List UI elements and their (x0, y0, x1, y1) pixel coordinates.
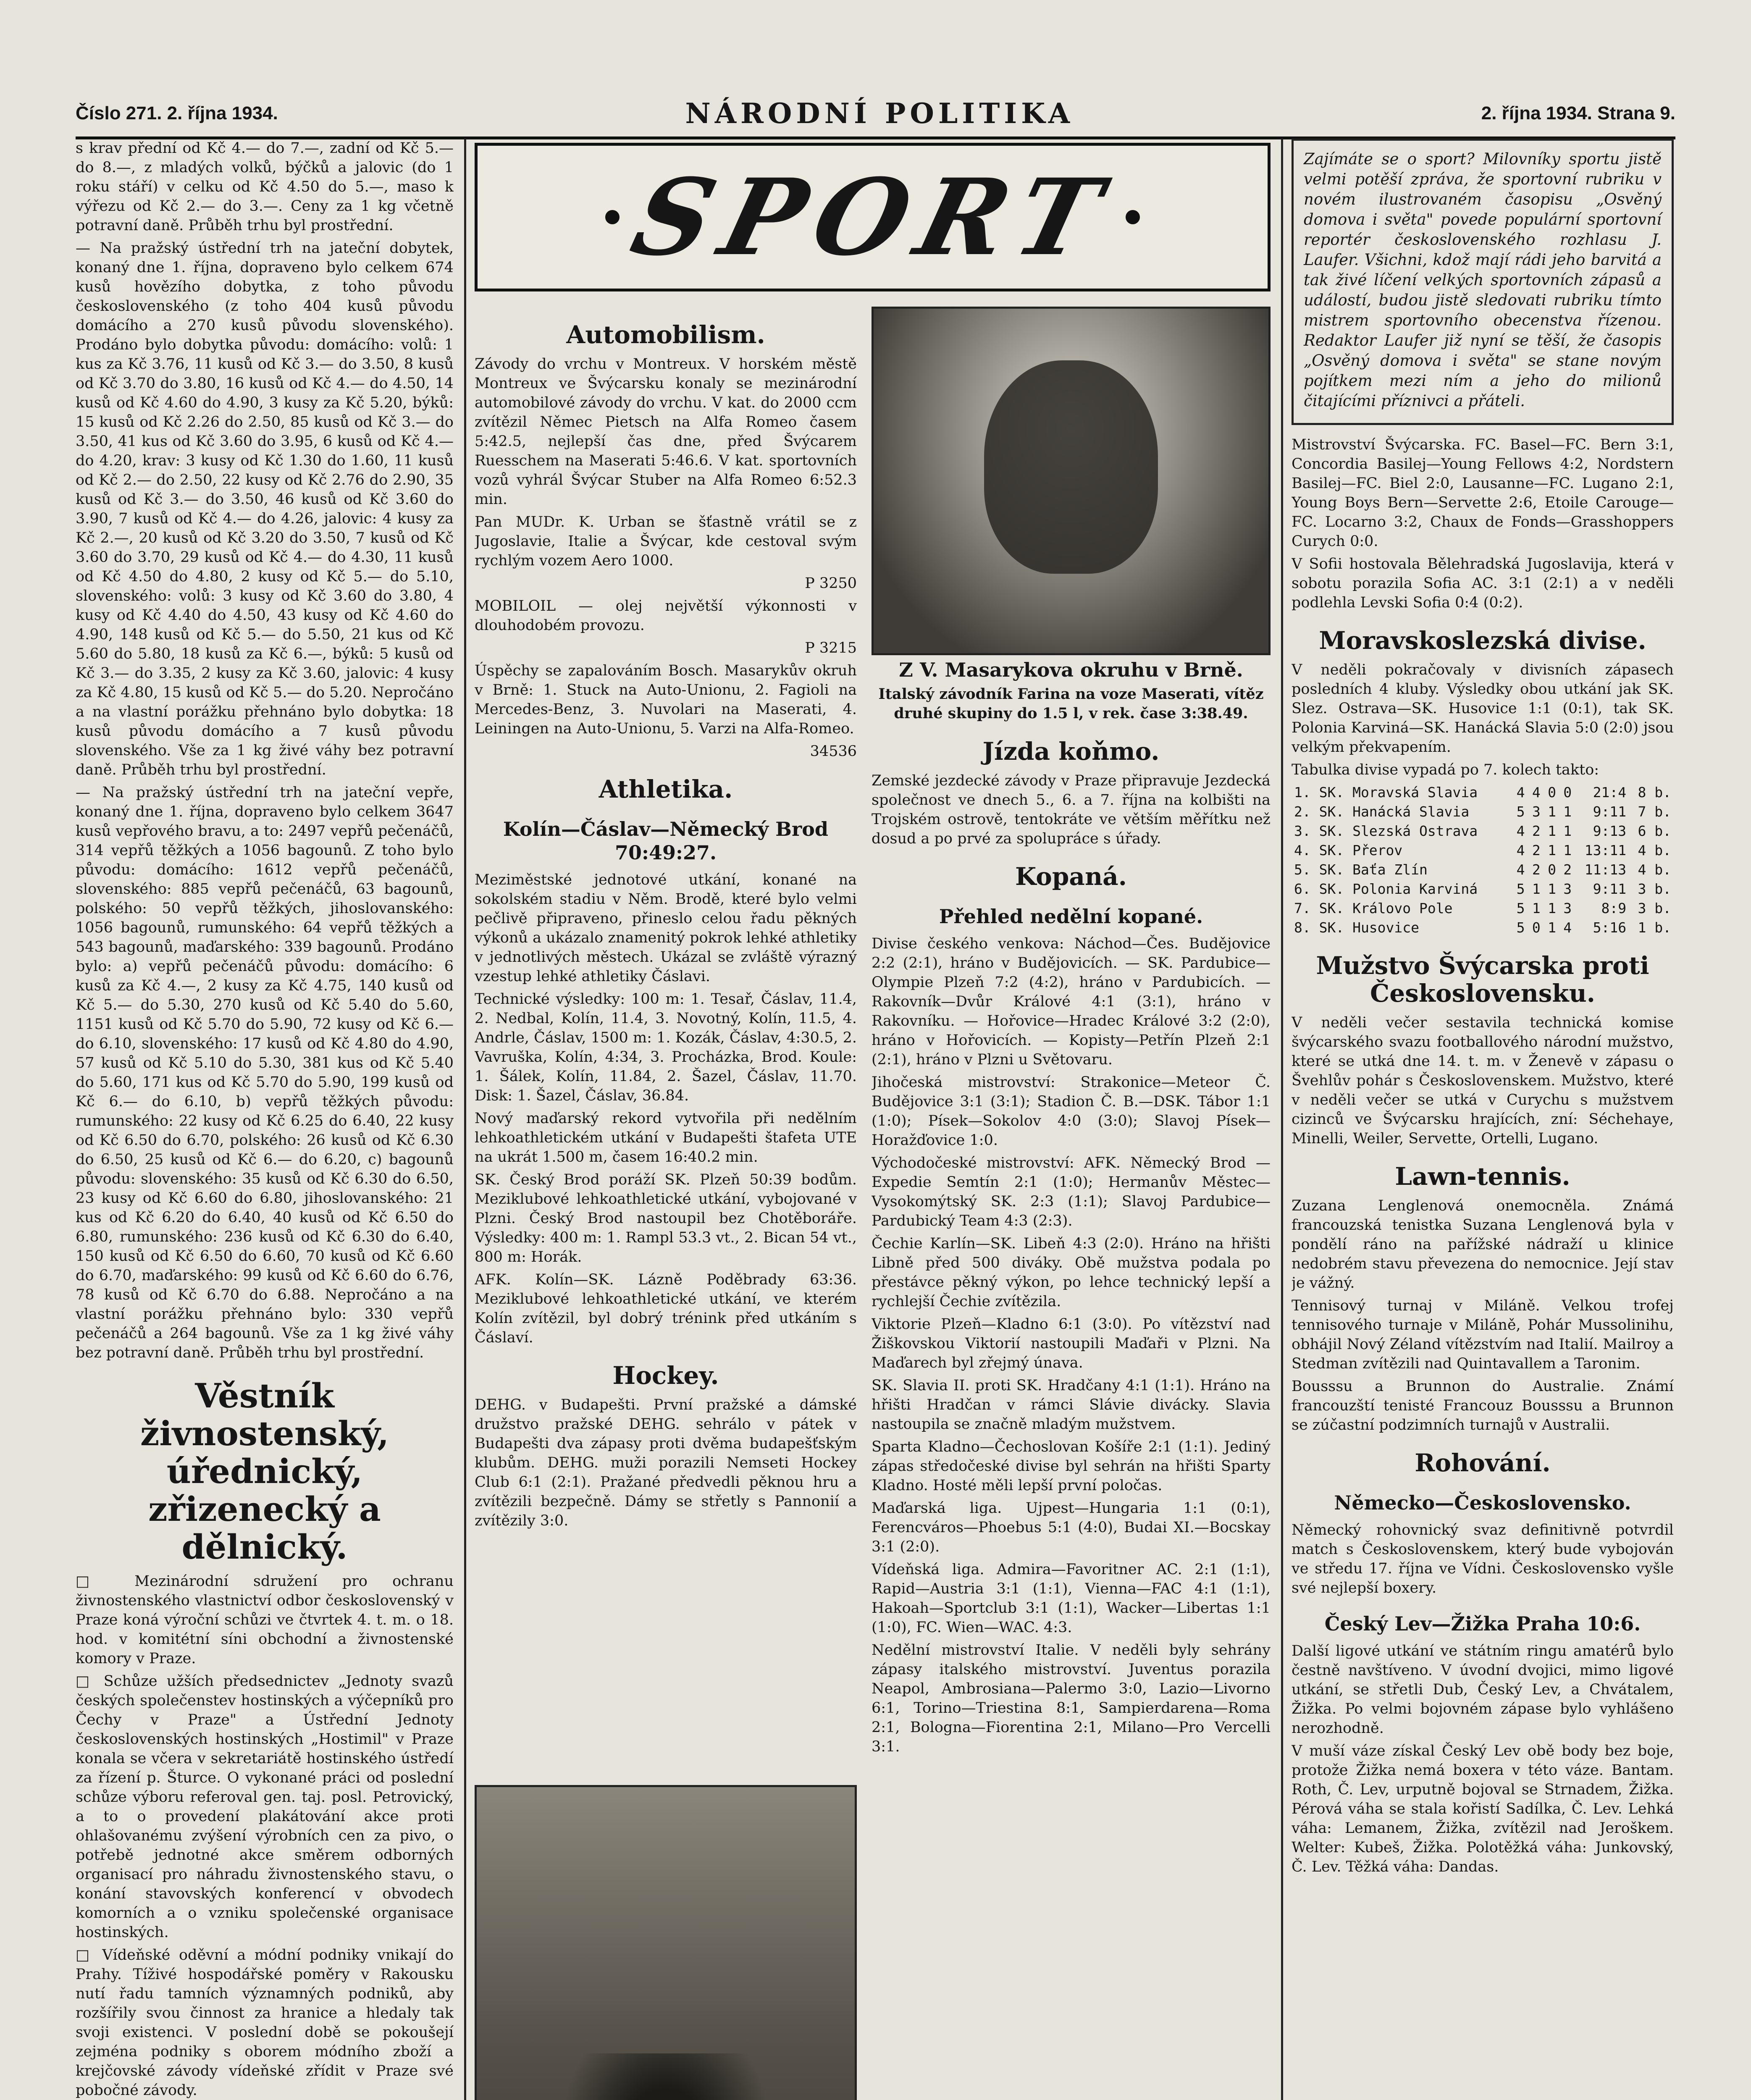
sport-title: SPORT (620, 155, 1125, 279)
photo-caption: Z V. Masarykova okruhu v Brně. (899, 659, 1243, 681)
article-text: □ Mezinárodní sdružení pro ochranu živnostenského vlastnictví odbor československý v Praze koná výroční schůzi ve čtvrtek 4. t. m. o 18. hod. v komitétní síni obchodní a živnostenské komory v Praze. (76, 1573, 454, 1667)
table-cell: 1 (1532, 900, 1541, 916)
table-cell: 4 (1516, 861, 1525, 878)
team-name: 4. SK. Přerov (1294, 842, 1403, 858)
article-text: V neděli pokračovaly v divisních zápasech posledních 4 kluby. Výsledky obou utkání jak SK. Slez. Ostrava—SK. Husovice 1:1 (0:1), tak SK. Polonia Karviná—SK. Hanácká Slavia 5:0 (2:0) jsou velkým překvapením. (1292, 662, 1674, 756)
table-cell: 7 b. (1638, 803, 1671, 820)
table-cell: 1 (1548, 803, 1556, 820)
article-text: Východočeské mistrovství: AFK. Německý Brod —Expedie Semtín 2:1 (1:0); Hermanův Městec—Vysokomýtský SK. 2:3 (1:1); Slavoj Pardubice—Pardubický Team 4:3 (2:3). (872, 1155, 1271, 1229)
table-cell: 0 (1548, 861, 1556, 878)
section-heading: Athletika. (599, 775, 733, 803)
table-cell: 1 (1548, 842, 1556, 858)
table-cell: 5 (1516, 919, 1525, 936)
table-cell: 3 (1532, 803, 1541, 820)
league-table (1292, 783, 1674, 937)
table-cell: 4 (1516, 823, 1525, 839)
table-cell: 1 (1548, 823, 1556, 839)
table-cell: 5 (1516, 803, 1525, 820)
table-cell: 9:11 (1593, 881, 1627, 897)
article-text: Divise českého venkova: Náchod—Čes. Budějovice 2:2 (2:1), hráno v Budějovicích. — SK. Pardubice—Olympie Plzeň 7:2 (4:2), hráno v Pardubicích. — Rakovník—Dvůr Králové 4:1 (3:1), hráno v Rakovníku. — Hořovice—Hradec Králové 3:2 (2:0), hráno v Hořovicích. — Kopisty—Petřín Plzeň 2:1 (2:1), hráno v Plzni u Světovaru. (872, 935, 1271, 1068)
article-text: Sparta Kladno—Čechoslovan Košíře 2:1 (1:1). Jediný zápas středočeské divise byl sehrán na hřišti Sparty Kladno. Hosté měli lepší první poločas. (872, 1438, 1271, 1494)
ad-code: P 3250 (805, 575, 857, 592)
article-text: Maďarská liga. Ujpest—Hungaria 1:1 (0:1), Ferencváros—Phoebus 5:1 (4:0), Budai XI.—Bocskay 3:1 (2:0). (872, 1500, 1271, 1555)
article-text: — Na pražský ústřední trh na jateční vepře, konaný dne 1. října, dopraveno bylo celkem 3647 kusů vepřového bravu, a to: 2497 vepřů pečenáčů, 314 vepřů těžkých a 1056 bagounů. Z toho bylo původu: domácího: 1612 vepřů pečenáčů, slovenského: 885 vepřů pečenáčů, 63 bagounů, polského: 50 vepřů těžkých, jihoslovanského: 1056 bagounů, rumunského: 64 vepřů těžkých a 543 bagounů, maďarského: 339 bagounů. Prodáno bylo: a) vepřů pečenáčů původu: domácího: 6 kusů za Kč 4.—, 2 kusy za Kč 4.75, 140 kusů od Kč 5.— do 5.30, 270 kusů od Kč 5.40 do 5.60, 1151 kusů od Kč 5.70 do 5.90, 72 kusy od Kč 6.— do 6.10, slovenského: 17 kusů od Kč 4.80 do 4.90, 57 kusů od Kč 5.10 do 5.30, 381 kus od Kč 5.40 do 5.60, 171 kus od Kč 5.70 do 5.90, 199 kusů od Kč 6.— do 6.10, b) vepřů těžkých původu: rumunského: 22 kusy od Kč 6.25 do 6.40, 22 kusy od Kč 6.50 do 6.70, polského: 26 kusů od Kč 6.30 do 6.50, 25 kusů od Kč 6.— do 6.20, c) bagounů původu: slovenského: 35 kusů od Kč 6.30 do 6.50, 23 kusy od Kč 6.60 do 6.80, jihoslovanského: 21 kus od Kč 6.20 do 6.40, 40 kusů od Kč 6.50 do 6.80, rumunského: 236 kusů od Kč 6.30 do 6.40, 150 kusů od Kč 6.50 do 6.60, 70 kusů od Kč 6.60 do 6.70, maďarského: 99 kusů od Kč 6.60 do 6.76, 78 kusů od Kč 6.70 do 6.88. Nepročáno a na vlastní porážku přehnáno bylo: 330 vepřů pečenáčů a 264 bagounů. Vše za 1 kg živé váhy bez potravní daně. Průběh trhu byl prostřední. (76, 784, 454, 1361)
race-photo-block (475, 1785, 857, 2100)
issue-number: Číslo 271. 2. října 1934. (76, 103, 278, 123)
section-heading: Moravskoslezská divise. (1319, 626, 1646, 655)
table-row (1292, 822, 1674, 841)
article-text: — Na pražský ústřední trh na jateční dobytek, konaný dne 1. října, dopraveno bylo celkem 674 kusů hovězího dobytka, z toho původu československého (z toho 404 kusů původu domácího a 270 kusů původu slovenského). Prodáno bylo dobytka původu: domácího: volů: 1 kus za Kč 3.76, 11 kusů od Kč 3.— do 3.50, 8 kusů od Kč 3.70 do 3.80, 16 kusů od Kč 4.— do 4.50, 14 kusů od Kč 4.60 do 4.90, 3 kusy za Kč 5.20, býků: 15 kusů od Kč 2.26 do 2.50, 85 kusů od Kč 3.— do 3.50, 41 kus od Kč 3.60 do 3.95, 6 kusů od Kč 4.— do 4.20, krav: 3 kusy od Kč 1.30 do 1.60, 11 kusů od Kč 2.— do 2.50, 22 kusy od Kč 2.76 do 2.90, 35 kusů od Kč 3.— do 3.50, 46 kusů od Kč 3.60 do 3.90, 7 kusů od Kč 4.— do 4.26, jalovic: 4 kusy za Kč 2.—, 20 kusů od Kč 3.20 do 3.50, 7 kusů od Kč 3.60 do 3.70, 29 kusů od Kč 4.— do 4.30, 11 kusů od Kč 4.50 do 4.80, 2 kusy od Kč 5.— do 5.10, slovenského: volů: 3 kusy od Kč 3.60 do 3.80, 4 kusy od Kč 4.40 do 4.50, 43 kusy od Kč 4.60 do 4.90, 148 kusů od Kč 5.— do 5.50, 21 kus od Kč 5.60 do 5.80, 18 kusů za Kč 6.—, býků: 5 kusů od Kč 3.— do 3.35, 2 kusy za Kč 3.60, jalovic: 4 kusy za Kč 4.80, 15 kusů od Kč 5.— do 5.20. Nepročáno a na vlastní porážku přehnáno bylo dobytka: 18 kusů původu domácího a 7 kusů původu slovenského. Vše za 1 kg živé váhy bez potravní daně. Průběh trhu byl prostřední. (76, 240, 454, 778)
article-text: s krav přední od Kč 4.— do 7.—, zadní od Kč 5.— do 8.—, z mladých volků, býčků a jalovic (do 1 roku stáří) v celku od Kč 4.50 do 5.—, maso k výřezu od Kč 2.— do 3.—. Ceny za 1 kg včetně potravní daně. Průběh trhu byl prostřední. (76, 140, 454, 234)
ad-code: P 3215 (805, 640, 857, 656)
team-name: 6. SK. Polonia Karviná (1294, 881, 1478, 897)
table-cell: 9:11 (1593, 803, 1627, 820)
table-cell: 5 (1516, 900, 1525, 916)
article-text: SK. Český Brod poráží SK. Plzeň 50:39 bodům. Meziklubové lehkoathletické utkání, vybojované v Plzni. Český Brod nastoupil bez Chotěboráře. Výsledky: 400 m: 1. Rampl 53.3 vt., 2. Bican 54 vt., 800 m: Horák. (475, 1171, 857, 1265)
article-text: Nový maďarský rekord vytvořila při nedělním lehkoathletickém utkání v Budapešti štafeta UTE na ukrát 1.500 m, časem 16:40.2 min. (475, 1110, 857, 1166)
article-text: Čechie Karlín—SK. Libeň 4:3 (2:0). Hráno na hřišti Libně před 500 diváky. Obě mužstva podala po přestávce pěkný výkon, po lehce technický lepší a rychlejší Čechie zvítězila. (872, 1235, 1271, 1310)
table-cell: 4 b. (1638, 861, 1671, 878)
article-text: Německý rohovnický svaz definitivně potvrdil match s Československem, který bude vybojován ve středu 17. října ve Vídni. Československo vyšle své nejlepší boxery. (1292, 1522, 1674, 1596)
article-text: Zuzana Lenglenová onemocněla. Známá francouzská tenistka Suzana Lenglenová byla v pondělí ráno na pařížské nádraží u klinice nedobrém stavu převezena do nemocnice. Její stav je vážný. (1292, 1197, 1674, 1292)
table-cell: 1 b. (1638, 919, 1671, 936)
table-cell: 2 (1532, 823, 1541, 839)
article-text: V muší váze získal Český Lev obě body bez boje, protože Žižka nemá boxera v této váze. Bantam. Roth, Č. Lev, urputně bojoval se Strnadem, Žižka. Pérová váha se stala kořistí Sadílka, Č. Lev. Lehká váha: Lemanem, Žižka, zvítězil nad Jeroškem. Welter: Kubeš, Žižka. Polotěžká váha: Junkovský, Č. Lev. Těžká váha: Dandas. (1292, 1743, 1674, 1875)
section-heading: Hockey. (612, 1361, 719, 1390)
team-name: 8. SK. Husovice (1294, 919, 1420, 936)
article-text: Nedělní mistrovství Italie. V neděli byly sehrány zápasy italského mistrovství. Juventus porazila Neapol, Ambrosiana—Palermo 3:0, Lazio—Livorno 6:1, Torino—Triestina 8:1, Sampierdarena—Roma 2:1, Bologna—Fiorentina 2:1, Milano—Pro Vercelli 3:1. (872, 1642, 1271, 1755)
promo-box (1292, 139, 1674, 425)
advertisement: MOBILOIL — olej největší výkonnosti v dlouhodobém provozu. (475, 598, 857, 634)
section-heading: Mužstvo Švýcarska proti Československu. (1316, 951, 1649, 1008)
article-text: Bousssu a Brunnon do Australie. Známí francouzští tenisté Francouz Bousssu a Brunnon se zúčastní podzimních turnajů v Australii. (1292, 1378, 1674, 1433)
section-heading: Jízda koňmo. (982, 737, 1160, 766)
article-text: □ Vídeňské oděvní a módní podniky vnikají do Prahy. Tíživé hospodářské poměry v Rakousku nutí řadu tamních významných podniků, aby rozšířily svou činnost za hranice a hledaly tak svoji existenci. V poslední době se pokoušejí zejména podniky s oborem módního zboží a krejčovské závody vídeňské zřídit v Praze své pobočné závody. (76, 1947, 454, 2099)
team-name: 7. SK. Královo Pole (1294, 900, 1453, 916)
table-row (1292, 841, 1674, 860)
section-subheading: Český Lev—Žižka Praha 10:6. (1324, 1612, 1641, 1635)
table-cell: 3 (1563, 881, 1572, 897)
article-text: Úspěchy se zapalováním Bosch. Masarykův okruh v Brně: 1. Stuck na Auto-Unionu, 2. Fagioli na Mercedes-Benz, 3. Nuvolari na Maserati, 4. Leiningen na Auto-Unionu, 5. Varzi na Alfa-Romeo. (475, 662, 857, 737)
table-cell: 2 (1563, 861, 1572, 878)
article-text: Zemské jezdecké závody v Praze připravuje Jezdecká společnost ve dnech 5., 6. a 7. října na kolbišti na Trojském ostrově, tentokráte ve větším měřítku než dosud a po prvé za spolupráce s úřady. (872, 772, 1271, 847)
table-row (1292, 802, 1674, 822)
article-text: Technické výsledky: 100 m: 1. Tesař, Čáslav, 11.4, 2. Nedbal, Kolín, 11.4, 3. Novotný, Kolín, 11.5, 4. Andrle, Čáslav, 1500 m: 1. Kozák, Čáslav, 4:30.5, 2. Vavruška, Kolín, 4:34, 3. Procházka, Brod. Koule: 1. Šálek, Kolín, 11.84, 2. Šazel, Čáslav, 11.70. Disk: 1. Šazel, Čáslav, 36.84. (475, 991, 857, 1104)
article-text: SK. Slavia II. proti SK. Hradčany 4:1 (1:1). Hráno na hřišti Hradčan v rámci Slávie divácky. Slavia nastoupila se značně mladým mužstvem. (872, 1377, 1271, 1433)
table-cell: 9:13 (1593, 823, 1627, 839)
article-text: Další ligové utkání ve státním ringu amatérů bylo čestně navštíveno. V úvodní dvojici, mimo ligové utkání, se střetli Dub, Český Lev, a Chvátalem, Žižka. Po velmi bojovném zápase bylo vyhlášeno nerozhodně. (1292, 1643, 1674, 1737)
table-row (1292, 879, 1674, 899)
section-heading: Lawn-tennis. (1395, 1162, 1570, 1191)
table-cell: 6 b. (1638, 823, 1671, 839)
article-text: Mistrovství Švýcarska. FC. Basel—FC. Bern 3:1, Concordia Basilej—Young Fellows 4:2, Nordstern Basilej—FC. Biel 2:0, Lausanne—FC. Lugano 2:1, Young Boys Bern—Servette 2:6, Etoile Carouge—FC. Locarno 3:2, Chaux de Fonds—Grasshoppers Curych 0:0. (1292, 436, 1674, 550)
promo-text: Zajímáte se o sport? Milovníky sportu jistě velmi potěší zpráva, že sportovní rubriku v novém ilustrovaném časopisu „Osvěný domova i světa" povede populární sportovní reportér československého rozhlasu J. Laufer. Všichni, kdož mají rádi jeho barvitá a tak živé líčení velkých sportovních zápasů a událostí, budou jistě sledovati rubriku tímto mistrem sportovního obecenstva řízenou. Redaktor Laufer již nyní se těší, že časopis „Osvěný domova i světa" se stane novým pojítkem mezi ním a jeho do milionů čitajícími příznivci a přáteli. (1304, 150, 1662, 410)
table-cell: 4 (1516, 842, 1525, 858)
table-cell: 2 (1532, 861, 1541, 878)
table-cell: 0 (1563, 784, 1572, 801)
bullet-icon (605, 210, 620, 224)
article-text: □ Schůze užších předsednictev „Jednoty svazů českých společenstev hostinských a výčepníků pro Čechy v Praze" a Ústřední Jednoty československých hostinských „Hostimil" v Praze konala se včera v sekretariátě hostinského ústředí za řízení p. Šturce. O vykonané práci od poslední schůze výboru referoval gen. taj. posl. Petrovický, a to o provedení plakátování akce proti ohlašovanému zvýšení výrobních cen za pivo, o potřebě jednotné akce směrem odborných organisací pro náhradu živnostenského stavu, o konání stavovských konferencí v obvodech komorních a o vzniku společenské organisace hostinských. (76, 1673, 454, 1941)
column-market (76, 139, 454, 2100)
table-cell: 3 (1563, 900, 1572, 916)
article-text: V Sofii hostovala Bělehradská Jugoslavija, která v sobotu porazila Sofia AC. 3:1 (2:1) a v neděli podlehla Levski Sofia 0:4 (0:2). (1292, 556, 1674, 611)
article-text: Meziměstské jednotové utkání, konané na sokolském stadiu v Něm. Brodě, které bylo velmi pečlivě připraveno, přineslo celou řadu pěkných výkonů a ukázalo znamenitý pokrok lehké athletiky v jednotlivých městech. Ukázal se zvláště výrazný vzestup lehké athletiky Čáslavi. (475, 872, 857, 985)
table-cell: 1 (1548, 900, 1556, 916)
table-cell: 0 (1532, 919, 1541, 936)
page-number: 2. října 1934. Strana 9. (1481, 103, 1675, 123)
team-name: 3. SK. Slezská Ostrava (1294, 823, 1478, 839)
article-text: Viktorie Plzeň—Kladno 6:1 (3:0). Po vítězství nad Žiškovskou Viktorií nastoupili Maďaři v Plzni. Na Maďarech byl zřejmý únava. (872, 1316, 1271, 1371)
article-text: Vídeňská liga. Admira—Favoritner AC. 2:1 (1:1), Rapid—Austria 3:1 (1:1), Vienna—FAC 4:1 (1:1), Hakoah—Sportclub 3:1 (1:1), Wacker—Libertas 1:1 (1:0), FC. Wien—WAC. 4:3. (872, 1561, 1271, 1636)
section-subheading: Přehled nedělní kopané. (939, 905, 1203, 928)
table-cell: 21:4 (1593, 784, 1627, 801)
bullet-icon (1126, 210, 1140, 224)
table-cell: 5 (1516, 881, 1525, 897)
table-cell: 1 (1548, 881, 1556, 897)
table-cell: 5:16 (1593, 919, 1627, 936)
column-sport-news (1292, 139, 1674, 2100)
column-rule (464, 139, 466, 2100)
table-cell: 4 (1563, 919, 1572, 936)
table-cell: 8 b. (1638, 784, 1671, 801)
article-text: Pan MUDr. K. Urban se šťastně vrátil se z Jugoslavie, Italie a Švýcar, kde cestoval svým rychlým vozem Aero 1000. (475, 514, 857, 569)
column-rule (1281, 139, 1283, 2100)
sport-banner (475, 143, 1271, 291)
table-cell: 1 (1563, 842, 1572, 858)
table-row (1292, 918, 1674, 937)
table-row (1292, 899, 1674, 918)
article-text: DEHG. v Budapešti. První pražské a dámské družstvo pražské DEHG. sehrálo v pátek v Budapešti dva zápasy proti dvěma budapešťským klubům. DEHG. muži porazili Nemseti Hockey Club 6:1 (2:1). Pražané předvedli pěknou hru a zvítězili bezpečně. Dámy se střetly s Pannonií a zvítězily 3:0. (475, 1396, 857, 1529)
ad-code: 34536 (810, 743, 857, 760)
race-car-photo (475, 1785, 857, 2100)
table-cell: 3 b. (1638, 881, 1671, 897)
team-name: 2. SK. Hanácká Slavia (1294, 803, 1470, 820)
driver-portrait-photo (872, 307, 1271, 655)
article-text: AFK. Kolín—SK. Lázně Poděbrady 63:36. Meziklubové lehkoathletické utkání, ve kterém Kolín zvítězil, byl dobrý trénink před utkáním s Čáslaví. (475, 1271, 857, 1346)
photo-caption-detail: Italský závodník Farina na voze Maserati, vítěz druhé skupiny do 1.5 l, v rek. čase 3:38.49. (878, 685, 1264, 722)
section-subheading: Německo—Československo. (1334, 1491, 1631, 1514)
section-subheading: Kolín—Čáslav—Německý Brod 70:49:27. (503, 818, 829, 864)
table-cell: 1 (1563, 803, 1572, 820)
column-sport-right (872, 307, 1271, 2100)
table-cell: 2 (1532, 842, 1541, 858)
newspaper-title: NÁRODNÍ POLITIKA (685, 97, 1074, 130)
table-cell: 0 (1548, 784, 1556, 801)
table-cell: 3 b. (1638, 900, 1671, 916)
article-text: Tabulka divise vypadá po 7. kolech takto: (1292, 761, 1599, 778)
table-row (1292, 860, 1674, 879)
table-cell: 4 (1516, 784, 1525, 801)
article-text: Závody do vrchu v Montreux. V horském městě Montreux ve Švýcarsku konaly se mezinárodní automobilové závody do vrchu. V kat. do 2000 ccm zvítězil Němec Pietsch na Alfa Romeo časem 5:42.5, nejlepší čas dne, před Švýcarem Ruesschem na Maserati 5:46.6. V kat. sportovních vozů vyhrál Švýcar Stuber na Alfa Romeo 6:52.3 min. (475, 356, 857, 508)
table-cell: 8:9 (1601, 900, 1627, 916)
section-heading: Kopaná. (1015, 862, 1127, 891)
article-text: Jihočeská mistrovství: Strakonice—Meteor Č. Budějovice 3:1 (3:1); Stadion Č. B.—DSK. Tábor 1:1 (1:0); Písek—Sokolov 4:0 (3:0); Slavoj Písek—Horažďovice 1:0. (872, 1074, 1271, 1149)
section-heading: Rohování. (1415, 1449, 1551, 1477)
sport-header (475, 139, 1271, 307)
section-heading: Věstník živnostenský, úřednický, zřizenecký a dělnický. (140, 1376, 389, 1567)
article-text: V neděli večer sestavila technická komise švýcarského svazu footballového národní mužstvo, které se utká dne 14. t. m. v Ženevě v zápasu o Švehlův pohár s Československem. Mužstvo, které v neděli večer se utká v Curychu s mužstvem cizinců ve Švýcarsku hrajících, zní: Séchehaye, Minelli, Weiler, Servette, Ortelli, Lugano. (1292, 1014, 1674, 1147)
table-cell: 4 b. (1638, 842, 1671, 858)
team-name: 1. SK. Moravská Slavia (1294, 784, 1478, 801)
table-cell: 11:13 (1584, 861, 1627, 878)
table-cell: 1 (1563, 823, 1572, 839)
table-cell: 13:11 (1584, 842, 1627, 858)
table-row (1292, 783, 1674, 802)
article-text: Tennisový turnaj v Miláně. Velkou trofej tennisového turnaje v Miláně, Pohár Mussolinihu, obhájil Nový Zéland vítězstvím nad Italií. Mailroy a Stedman zvítězili nad Quintavallem a Taronim. (1292, 1297, 1674, 1372)
table-cell: 1 (1532, 881, 1541, 897)
table-cell: 1 (1548, 919, 1556, 936)
table-cell: 4 (1532, 784, 1541, 801)
section-heading: Automobilism. (566, 320, 765, 349)
team-name: 5. SK. Baťa Zlín (1294, 861, 1428, 878)
page-header (76, 90, 1675, 139)
